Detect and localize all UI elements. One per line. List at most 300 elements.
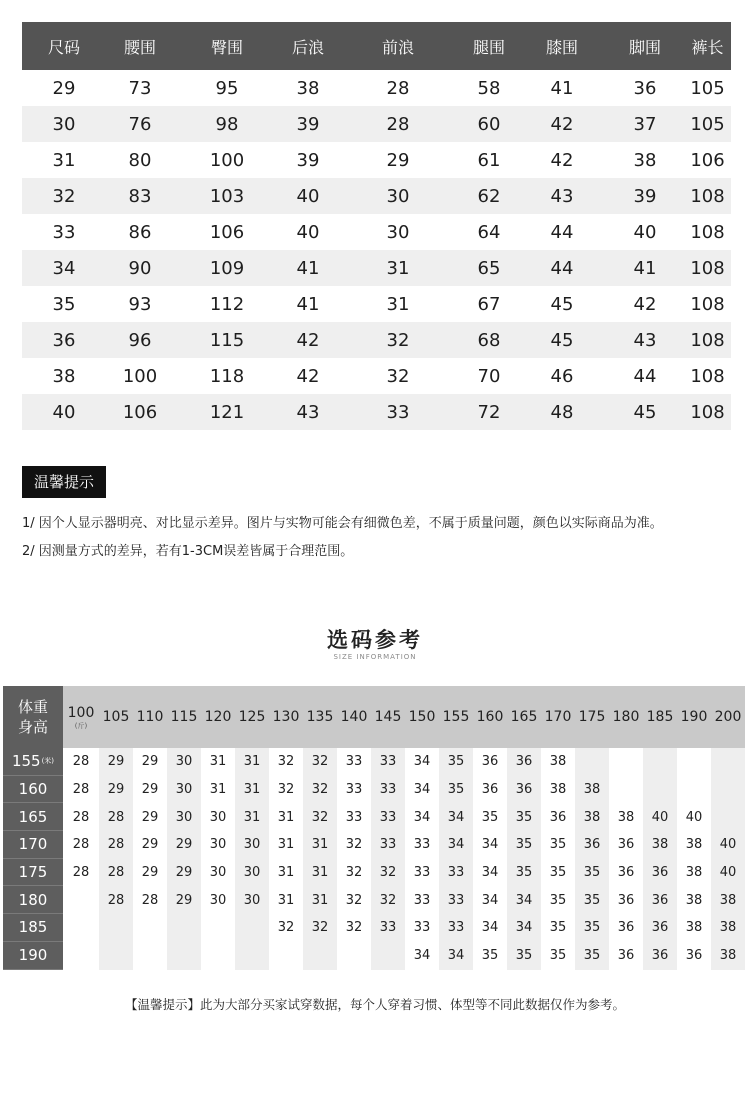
size-table-row — [22, 106, 731, 142]
weight-header-cell — [711, 686, 745, 748]
height-value: 170 — [18, 835, 48, 854]
reference-cell — [99, 914, 133, 942]
reference-cell: 34 — [481, 865, 499, 881]
reference-cell: 36 — [617, 948, 635, 964]
height-header-cell — [3, 831, 63, 859]
size-table-cell: 43 — [633, 329, 657, 351]
reference-cell: 34 — [413, 948, 431, 964]
size-table-cell: 42 — [296, 365, 320, 387]
reference-cell: 32 — [277, 754, 295, 770]
reference-cell: 28 — [72, 809, 90, 825]
height-header-cell — [3, 942, 63, 970]
reference-cell: 36 — [617, 865, 635, 881]
reference-cell: 35 — [575, 914, 609, 942]
reference-cell: 33 — [413, 837, 431, 853]
reference-cell: 28 — [72, 865, 90, 881]
reference-cell: 38 — [685, 837, 703, 853]
reference-cell: 34 — [439, 942, 473, 970]
weight-value: 160 — [476, 709, 504, 725]
size-table-cell: 38 — [633, 149, 657, 171]
reference-body — [3, 748, 747, 970]
reference-cell — [63, 886, 99, 914]
size-table-cell: 38 — [52, 365, 76, 387]
reference-cell: 35 — [507, 803, 541, 831]
reference-cell: 33 — [371, 776, 405, 804]
reference-row — [3, 803, 747, 831]
weight-header-cell — [269, 686, 303, 748]
reference-cell: 29 — [141, 782, 159, 798]
reference-cell: 34 — [507, 886, 541, 914]
reference-row — [3, 942, 747, 970]
reference-cell: 38 — [575, 803, 609, 831]
size-table-cell: 32 — [386, 365, 410, 387]
weight-value: 115 — [170, 709, 198, 725]
reference-row — [3, 776, 747, 804]
reference-cell: 29 — [141, 837, 159, 853]
reference-cell — [63, 914, 99, 942]
reference-cell — [337, 942, 371, 970]
reference-cell: 30 — [209, 809, 227, 825]
size-table-cell: 31 — [386, 293, 410, 315]
size-table-cell: 61 — [477, 149, 501, 171]
size-table-cell: 42 — [296, 329, 320, 351]
height-value: 180 — [18, 890, 48, 909]
size-col-header: 膝围 — [545, 37, 578, 57]
size-table-cell: 106 — [690, 149, 725, 171]
size-table-cell: 41 — [296, 257, 320, 279]
reference-cell: 36 — [643, 942, 677, 970]
reference-cell: 29 — [141, 754, 159, 770]
tip-line-1: 1/ 因个人显示器明亮、对比显示差异。图片与实物可能会有细微色差，不属于质量问题，颜色以实际商品为准。 — [22, 516, 663, 531]
size-table-cell: 41 — [296, 293, 320, 315]
reference-row — [3, 748, 747, 776]
size-table-row — [22, 70, 731, 106]
size-table-row — [22, 142, 731, 178]
size-table-cell: 103 — [209, 185, 245, 207]
reference-cell: 35 — [549, 837, 567, 853]
reference-cell: 34 — [481, 892, 499, 908]
reference-cell: 31 — [209, 782, 227, 798]
reference-cell: 36 — [643, 859, 677, 887]
reference-cell: 33 — [439, 914, 473, 942]
reference-cell: 36 — [617, 837, 635, 853]
reference-cell: 36 — [507, 748, 541, 776]
reference-cell: 36 — [549, 809, 567, 825]
height-value: 165 — [18, 807, 48, 826]
reference-cell: 33 — [345, 782, 363, 798]
height-value: 185 — [18, 918, 48, 937]
size-table-cell: 64 — [477, 221, 501, 243]
reference-cell: 38 — [643, 831, 677, 859]
size-table-cell: 105 — [690, 113, 725, 135]
size-table-cell: 108 — [690, 365, 725, 387]
reference-cell: 28 — [99, 859, 133, 887]
size-col-header: 裤长 — [691, 37, 724, 57]
size-table-cell: 60 — [477, 113, 501, 135]
reference-cell: 30 — [209, 892, 227, 908]
reference-cell: 34 — [481, 920, 499, 936]
reference-cell: 32 — [303, 914, 337, 942]
size-col-header: 腰围 — [123, 37, 156, 57]
size-table-cell: 48 — [550, 401, 574, 423]
reference-cell: 35 — [575, 942, 609, 970]
reference-cell: 35 — [481, 809, 499, 825]
reference-cell — [711, 776, 745, 804]
reference-cell — [269, 942, 303, 970]
weight-header-cell — [337, 686, 371, 748]
footer-note: 【温馨提示】此为大部分买家试穿数据，每个人穿着习惯、体型等不同此数据仅作为参考。 — [124, 997, 625, 1012]
size-table-cell: 68 — [477, 329, 501, 351]
reference-cell: 29 — [167, 831, 201, 859]
reference-cell: 40 — [711, 859, 745, 887]
height-value: 190 — [18, 946, 48, 965]
size-table-cell: 112 — [209, 293, 245, 315]
reference-cell: 36 — [617, 920, 635, 936]
size-table-cell: 32 — [386, 329, 410, 351]
size-table-cell: 108 — [690, 221, 725, 243]
weight-header-cell — [609, 686, 643, 748]
size-table-cell: 115 — [209, 329, 245, 351]
size-table-cell: 44 — [633, 365, 657, 387]
size-table-cell: 30 — [386, 221, 410, 243]
reference-cell: 31 — [277, 809, 295, 825]
size-table-cell: 86 — [128, 221, 152, 243]
reference-row — [3, 831, 747, 859]
size-table-cell: 108 — [690, 185, 725, 207]
reference-cell: 28 — [72, 837, 90, 853]
reference-cell: 33 — [371, 831, 405, 859]
reference-cell: 36 — [685, 948, 703, 964]
reference-cell — [575, 748, 609, 776]
size-table-cell: 42 — [550, 149, 574, 171]
size-table-cell: 76 — [128, 113, 152, 135]
weight-header-cell — [133, 686, 167, 748]
size-col-header: 腿围 — [472, 37, 505, 57]
reference-cell: 38 — [685, 892, 703, 908]
size-table-cell: 83 — [128, 185, 152, 207]
reference-cell: 36 — [481, 754, 499, 770]
size-table-row — [22, 178, 731, 214]
height-header-cell — [3, 803, 63, 831]
size-table-cell: 44 — [550, 221, 574, 243]
size-col-header: 尺码 — [47, 37, 80, 57]
weight-header-cell — [201, 686, 235, 748]
reference-cell: 29 — [99, 776, 133, 804]
reference-cell: 38 — [575, 776, 609, 804]
height-unit: (米) — [41, 757, 55, 766]
size-table-cell: 39 — [296, 113, 320, 135]
reference-cell: 36 — [481, 782, 499, 798]
reference-cell: 32 — [345, 865, 363, 881]
weight-header-cell — [541, 686, 575, 748]
reference-cell: 35 — [549, 865, 567, 881]
weight-value: 150 — [408, 709, 436, 725]
size-table-cell: 95 — [215, 77, 239, 99]
reference-cell: 33 — [413, 865, 431, 881]
reference-cell — [133, 942, 167, 970]
reference-cell: 30 — [235, 886, 269, 914]
reference-cell: 33 — [371, 748, 405, 776]
size-table-cell: 80 — [128, 149, 152, 171]
reference-cell: 38 — [685, 865, 703, 881]
reference-cell: 40 — [643, 803, 677, 831]
size-col-header: 臀围 — [210, 37, 243, 57]
reference-cell: 40 — [711, 831, 745, 859]
size-table-row — [22, 322, 731, 358]
reference-cell: 31 — [235, 748, 269, 776]
weight-header-cell — [303, 686, 337, 748]
reference-cell: 31 — [209, 754, 227, 770]
reference-cell: 33 — [413, 892, 431, 908]
reference-cell — [711, 803, 745, 831]
size-table-cell: 40 — [633, 221, 657, 243]
size-reference-table — [3, 686, 747, 970]
weight-header-cell — [167, 686, 201, 748]
reference-cell: 29 — [141, 865, 159, 881]
reference-row — [3, 886, 747, 914]
reference-cell: 34 — [507, 914, 541, 942]
reference-cell: 40 — [685, 809, 703, 825]
reference-cell: 33 — [413, 920, 431, 936]
reference-cell: 31 — [303, 859, 337, 887]
weight-header-cell — [575, 686, 609, 748]
size-table-cell: 106 — [209, 221, 245, 243]
size-table-cell: 41 — [550, 77, 574, 99]
reference-cell: 32 — [371, 886, 405, 914]
weight-header-cell — [235, 686, 269, 748]
size-table-cell: 39 — [633, 185, 657, 207]
size-table-cell: 70 — [477, 365, 501, 387]
size-chart-body — [22, 70, 731, 430]
size-table-cell: 45 — [550, 329, 574, 351]
size-table-cell: 108 — [690, 329, 725, 351]
reference-cell — [99, 942, 133, 970]
size-table-cell: 30 — [52, 113, 76, 135]
reference-cell: 38 — [617, 809, 635, 825]
size-table-cell: 30 — [386, 185, 410, 207]
size-table-cell: 31 — [386, 257, 410, 279]
reference-cell: 32 — [277, 920, 295, 936]
weight-value: 135 — [306, 709, 334, 725]
size-table-cell: 33 — [386, 401, 410, 423]
reference-cell: 34 — [413, 754, 431, 770]
reference-cell: 35 — [439, 776, 473, 804]
reference-cell: 32 — [303, 748, 337, 776]
reference-cell: 29 — [99, 748, 133, 776]
reference-subtitle: SIZE INFORMATION — [333, 653, 417, 661]
size-table-cell: 96 — [128, 329, 152, 351]
reference-cell: 38 — [711, 914, 745, 942]
reference-cell: 33 — [371, 803, 405, 831]
size-table-cell: 36 — [52, 329, 76, 351]
size-table-cell: 42 — [550, 113, 574, 135]
size-table-cell: 109 — [209, 257, 245, 279]
weight-value: 185 — [646, 709, 674, 725]
reference-cell: 28 — [72, 782, 90, 798]
table-corner — [3, 686, 63, 748]
corner-weight-label: 体重 — [17, 698, 48, 716]
reference-cell — [677, 776, 711, 804]
tip-line-2: 2/ 因测量方式的差异，若有1-3CM误差皆属于合理范围。 — [22, 544, 354, 559]
size-chart-header — [22, 22, 731, 70]
reference-cell: 28 — [72, 754, 90, 770]
reference-cell: 35 — [439, 748, 473, 776]
reference-cell — [609, 776, 643, 804]
reference-cell — [167, 942, 201, 970]
reference-cell — [235, 914, 269, 942]
reference-cell: 30 — [167, 776, 201, 804]
weight-value: 165 — [510, 709, 538, 725]
reference-cell — [643, 776, 677, 804]
size-col-header: 脚围 — [628, 37, 661, 57]
weight-value: 145 — [374, 709, 402, 725]
reference-cell: 30 — [235, 859, 269, 887]
reference-cell — [63, 942, 99, 970]
reference-cell: 38 — [685, 920, 703, 936]
weight-value: 130 — [272, 709, 300, 725]
reference-cell: 34 — [481, 837, 499, 853]
reference-cell: 33 — [371, 914, 405, 942]
reference-cell: 33 — [345, 754, 363, 770]
size-col-header: 后浪 — [291, 37, 324, 57]
reference-row — [3, 859, 747, 887]
reference-cell: 35 — [507, 859, 541, 887]
reference-cell: 30 — [209, 865, 227, 881]
reference-cell: 30 — [167, 803, 201, 831]
reference-cell — [235, 942, 269, 970]
reference-cell: 36 — [643, 914, 677, 942]
size-table-cell: 39 — [296, 149, 320, 171]
reference-cell — [167, 914, 201, 942]
size-table-cell: 45 — [550, 293, 574, 315]
size-table-cell: 106 — [122, 401, 158, 423]
weight-header-cell — [405, 686, 439, 748]
size-table-cell: 105 — [690, 77, 725, 99]
reference-cell: 36 — [617, 892, 635, 908]
size-table-row — [22, 358, 731, 394]
weight-unit: (斤) — [74, 722, 88, 730]
size-table-cell: 28 — [386, 77, 410, 99]
reference-cell: 34 — [439, 831, 473, 859]
reference-cell: 32 — [345, 837, 363, 853]
weight-header-cell — [63, 686, 99, 748]
size-table-cell: 36 — [633, 77, 657, 99]
reference-cell: 31 — [277, 892, 295, 908]
reference-cell — [371, 942, 405, 970]
weight-value: 140 — [340, 709, 368, 725]
reference-cell: 31 — [235, 776, 269, 804]
corner-height-label: 身高 — [17, 718, 48, 736]
reference-cell — [303, 942, 337, 970]
size-table-cell: 43 — [550, 185, 574, 207]
size-table-cell: 73 — [128, 77, 152, 99]
reference-cell: 32 — [303, 776, 337, 804]
size-table-cell: 35 — [52, 293, 76, 315]
reference-cell: 30 — [209, 837, 227, 853]
reference-cell — [711, 748, 745, 776]
reference-cell: 35 — [575, 859, 609, 887]
reference-cell: 33 — [439, 886, 473, 914]
size-table-cell: 31 — [52, 149, 76, 171]
size-table-cell: 100 — [122, 365, 158, 387]
reference-cell: 31 — [303, 831, 337, 859]
size-table-row — [22, 214, 731, 250]
warm-tip-badge: 温馨提示 — [22, 466, 106, 498]
reference-cell: 29 — [167, 886, 201, 914]
reference-cell: 35 — [549, 892, 567, 908]
reference-cell: 35 — [507, 831, 541, 859]
size-table-cell: 108 — [690, 293, 725, 315]
weight-value: 155 — [442, 709, 470, 725]
size-table-cell: 58 — [477, 77, 501, 99]
reference-cell: 36 — [507, 776, 541, 804]
reference-cell: 36 — [643, 886, 677, 914]
reference-cell — [133, 914, 167, 942]
size-table-cell: 98 — [215, 113, 239, 135]
size-table-cell: 32 — [52, 185, 76, 207]
reference-cell: 36 — [575, 831, 609, 859]
reference-cell: 32 — [277, 782, 295, 798]
weight-value: 175 — [578, 709, 606, 725]
size-chart-table — [22, 22, 731, 430]
weight-header-cell — [439, 686, 473, 748]
reference-cell: 35 — [549, 920, 567, 936]
size-table-cell: 118 — [209, 365, 245, 387]
reference-cell: 33 — [345, 809, 363, 825]
weight-value: 180 — [612, 709, 640, 725]
reference-cell: 28 — [99, 803, 133, 831]
weight-header-cell — [643, 686, 677, 748]
weight-value: 125 — [238, 709, 266, 725]
reference-cell: 32 — [371, 859, 405, 887]
size-table-cell: 72 — [477, 401, 501, 423]
height-value: 160 — [18, 780, 48, 799]
reference-cell — [677, 748, 711, 776]
reference-cell — [201, 942, 235, 970]
reference-cell: 30 — [167, 748, 201, 776]
reference-cell: 30 — [235, 831, 269, 859]
reference-cell — [609, 748, 643, 776]
height-value: 175 — [18, 863, 48, 882]
weight-value: 170 — [544, 709, 572, 725]
weight-value: 105 — [102, 709, 130, 725]
weight-header-cell — [677, 686, 711, 748]
reference-cell: 29 — [141, 809, 159, 825]
size-table-cell: 45 — [633, 401, 657, 423]
size-table-cell: 38 — [296, 77, 320, 99]
weight-header-row — [3, 686, 747, 748]
reference-cell: 29 — [167, 859, 201, 887]
weight-value: 120 — [204, 709, 232, 725]
reference-cell: 31 — [277, 865, 295, 881]
size-table-cell: 108 — [690, 401, 725, 423]
reference-cell: 31 — [277, 837, 295, 853]
reference-cell: 34 — [413, 782, 431, 798]
size-table-row — [22, 394, 731, 430]
weight-header-cell — [99, 686, 133, 748]
reference-cell: 31 — [235, 803, 269, 831]
size-table-cell: 41 — [633, 257, 657, 279]
height-value: 155 — [11, 752, 41, 771]
height-header-cell — [3, 776, 63, 804]
reference-cell: 34 — [413, 809, 431, 825]
size-table-cell: 28 — [386, 113, 410, 135]
reference-cell: 28 — [99, 886, 133, 914]
size-table-row — [22, 286, 731, 322]
reference-cell: 28 — [141, 892, 159, 908]
reference-cell: 32 — [303, 803, 337, 831]
reference-cell: 34 — [439, 803, 473, 831]
